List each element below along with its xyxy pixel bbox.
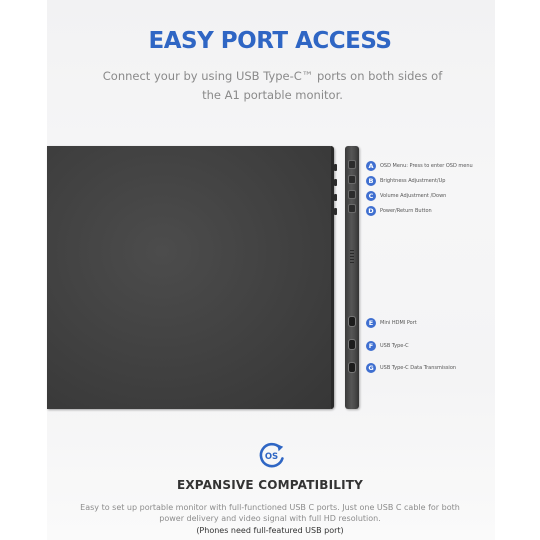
port-label-a xyxy=(366,160,473,171)
monitor-front-image xyxy=(47,146,334,409)
page-subtitle: Connect your by using USB Type-C™ ports on both sides of the A1 portable monitor. xyxy=(102,69,443,102)
compatibility-note: (Phones need full-featured USB port) xyxy=(196,526,344,535)
badge-b: B xyxy=(366,176,376,186)
side-button-a xyxy=(348,160,356,169)
vent-slot xyxy=(350,259,354,260)
badge-d: D xyxy=(366,206,376,216)
monitor-button-nub xyxy=(334,179,337,186)
side-button-b xyxy=(348,175,356,184)
vent-slot xyxy=(350,250,354,251)
port-label-c xyxy=(366,190,446,201)
port-label-text: Volume Adjustment /Down xyxy=(380,192,447,199)
usb-c-port xyxy=(348,339,356,350)
port-label-f xyxy=(366,340,409,351)
port-label-e xyxy=(366,317,417,328)
port-label-text: OSD Menu: Press to enter OSD menu xyxy=(380,162,473,169)
port-label-d xyxy=(366,205,432,216)
monitor-side-image xyxy=(345,146,359,409)
monitor-button-nub xyxy=(334,194,337,201)
badge-g: G xyxy=(366,363,376,373)
port-label-text: Power/Return Button xyxy=(380,207,432,214)
badge-c: C xyxy=(366,191,376,201)
mini-hdmi-port xyxy=(348,316,356,327)
monitor-button-nub xyxy=(334,208,337,215)
compatibility-title: EXPANSIVE COMPATIBILITY xyxy=(176,478,364,492)
usb-c-data-port xyxy=(348,362,356,373)
os-icon-text: OS xyxy=(264,451,279,462)
port-label-g xyxy=(366,362,456,373)
os-compatibility-icon xyxy=(257,441,286,470)
badge-f: F xyxy=(366,341,376,351)
port-label-text: USB Type-C xyxy=(380,342,409,349)
monitor-button-nub xyxy=(334,164,337,171)
side-button-d xyxy=(348,204,356,213)
vent-slot xyxy=(350,262,354,263)
port-label-b xyxy=(366,175,445,186)
port-label-text: Brightness Adjustment/Up xyxy=(380,177,446,184)
compatibility-description: Easy to set up portable monitor with full-functioned USB C ports. Just one USB C cable for both power delivery and video signal with full HD resolution. xyxy=(80,503,460,523)
port-label-text: USB Type-C Data Transmission xyxy=(380,364,457,371)
vent-slot xyxy=(350,256,354,257)
side-button-c xyxy=(348,190,356,199)
vent-slot xyxy=(350,253,354,254)
page-title: EASY PORT ACCESS xyxy=(148,28,392,54)
badge-e: E xyxy=(366,318,376,328)
port-label-text: Mini HDMI Port xyxy=(380,319,417,326)
badge-a: A xyxy=(366,161,376,171)
